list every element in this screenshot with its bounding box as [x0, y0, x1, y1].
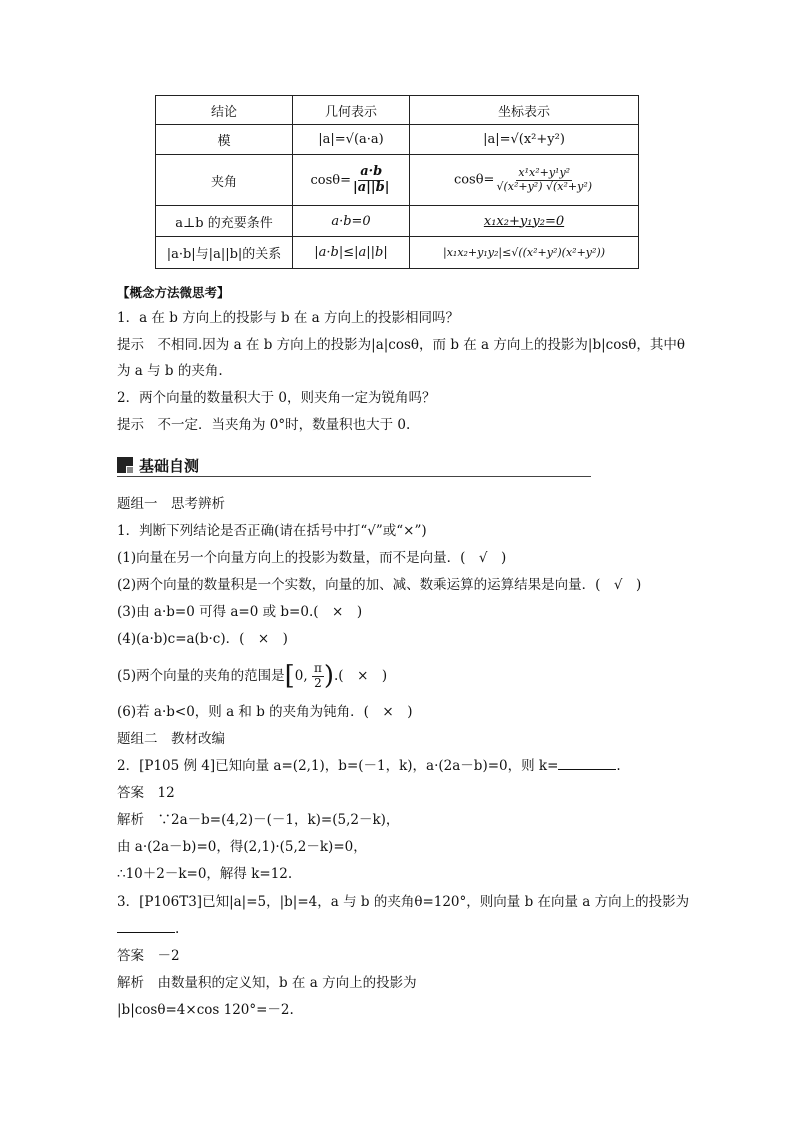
answer-blank — [558, 757, 616, 770]
section-square-icon — [117, 457, 133, 473]
exercise-2-answer: 答案 12 — [117, 785, 175, 801]
coord-fraction — [494, 167, 594, 193]
pi-over-2-fraction — [312, 662, 324, 691]
table-header-cell: 坐标表示 — [410, 96, 639, 125]
section-header — [117, 454, 591, 477]
table-cell-coord — [410, 155, 639, 206]
exercise-2-solution-1: 解析 ∵2a－b=(4,2)－(－1，k)=(5,2－k)， — [117, 812, 400, 828]
exercise-3-answer: 答案 －2 — [117, 948, 180, 964]
pi-denominator: 2 — [314, 675, 322, 690]
table-row — [156, 237, 639, 269]
table-cell-coord: |x₁x₂+y₁y₂|≤√((x²+y²)(x²+y²)) — [410, 237, 639, 269]
table-cell-label: 模 — [156, 125, 293, 155]
table-header-cell: 几何表示 — [293, 96, 410, 125]
judgement-item-5 — [117, 662, 387, 691]
table-header-cell: 结论 — [156, 96, 293, 125]
item-5-prefix: (5)两个向量的夹角的范围是 — [117, 667, 285, 684]
concept-answer-1-line-2: 为 a 与 b 的夹角. — [117, 363, 223, 379]
table-cell-label: |a·b|与|a||b|的关系 — [156, 237, 293, 269]
geo-numerator: a·b — [360, 163, 383, 179]
interval-left: 0, — [294, 667, 308, 684]
judgement-item-2: (2)两个向量的数量积是一个实数，向量的加、减、数乘运算的运算结果是向量．( √ ) — [117, 577, 642, 593]
table-header-row — [156, 96, 639, 125]
judgement-item-6: (6)若 a·b<0，则 a 和 b 的夹角为钝角．( × ) — [117, 704, 413, 720]
group-2-title: 题组二 教材改编 — [117, 731, 225, 747]
answer-blank — [117, 920, 175, 933]
table-cell-coord: x₁x₂+y₁y₂=0 — [410, 206, 639, 237]
concept-heading: 【概念方法微思考】 — [117, 285, 230, 300]
judgement-item-4: (4)(a·b)c=a(b·c)．( × ) — [117, 631, 288, 647]
geo-fraction — [351, 165, 391, 196]
group-1-title: 题组一 思考辨析 — [117, 496, 225, 512]
right-paren: ) — [323, 661, 335, 692]
coord-denominator: √(x²+y²) √(x²+y²) — [496, 179, 593, 193]
coord-prefix: cosθ= — [453, 172, 495, 188]
summary-table — [155, 95, 639, 269]
table-cell-geo — [293, 155, 410, 206]
item-5-suffix: .( × ) — [334, 667, 388, 684]
exercise-2-solution-2: 由 a·(2a－b)=0，得(2,1)·(5,2－k)=0， — [117, 839, 367, 855]
concept-question-1: 1．a 在 b 方向上的投影与 b 在 a 方向上的投影相同吗？ — [117, 310, 460, 326]
coord-numerator: x¹x²+y¹y² — [518, 165, 571, 179]
judgement-item-3: (3)由 a·b=0 可得 a=0 或 b=0.( × ) — [117, 604, 363, 620]
table-cell-geo: |a·b|≤|a||b| — [293, 237, 410, 269]
left-bracket: [ — [284, 661, 295, 692]
exercise-2-text: 2．[P105 例 4]已知向量 a=(2,1)，b=(－1，k)，a·(2a－b)=0，则 k= — [117, 758, 559, 774]
geo-prefix: cosθ= — [310, 172, 352, 188]
exercise-2-solution-3: ∴10＋2－k=0，解得 k=12. — [117, 866, 293, 882]
geo-denominator: |a||b| — [353, 179, 390, 195]
concept-question-2: 2．两个向量的数量积大于 0，则夹角一定为锐角吗？ — [117, 390, 436, 406]
table-cell-label: a⊥b 的充要条件 — [156, 206, 293, 237]
exercise-3-period: . — [175, 921, 180, 937]
group-1-question: 1．判断下列结论是否正确(请在括号中打“√”或“×”) — [117, 523, 427, 539]
table-row — [156, 206, 639, 237]
exercise-2-period: . — [616, 758, 621, 774]
exercise-2-question — [117, 757, 621, 775]
exercise-3-blank-line — [117, 920, 179, 938]
exercise-3-solution-2: |b|cosθ=4×cos 120°=－2. — [117, 1002, 294, 1018]
table-cell-geo: a·b=0 — [293, 206, 410, 237]
exercise-3-question: 3．[P106T3]已知|a|=5，|b|=4，a 与 b 的夹角θ=120°，则向量 b 在向量 a 方向上的投影为 — [117, 894, 690, 910]
table-cell-geo: |a|=√(a·a) — [293, 125, 410, 155]
section-title: 基础自测 — [139, 457, 200, 475]
table-row — [156, 125, 639, 155]
concept-answer-2: 提示 不一定．当夹角为 0°时，数量积也大于 0. — [117, 417, 411, 433]
judgement-item-1: (1)向量在另一个向量方向上的投影为数量，而不是向量．( √ ) — [117, 550, 507, 566]
pi-numerator: π — [313, 661, 322, 675]
table-row — [156, 155, 639, 206]
exercise-3-solution-1: 解析 由数量积的定义知，b 在 a 方向上的投影为 — [117, 975, 417, 991]
table-cell-label: 夹角 — [156, 155, 293, 206]
table-cell-coord: |a|=√(x²+y²) — [410, 125, 639, 155]
concept-answer-1-line-1: 提示 不相同.因为 a 在 b 方向上的投影为|a|cosθ，而 b 在 a 方向上的投影为|b|cosθ，其中θ — [117, 337, 686, 353]
